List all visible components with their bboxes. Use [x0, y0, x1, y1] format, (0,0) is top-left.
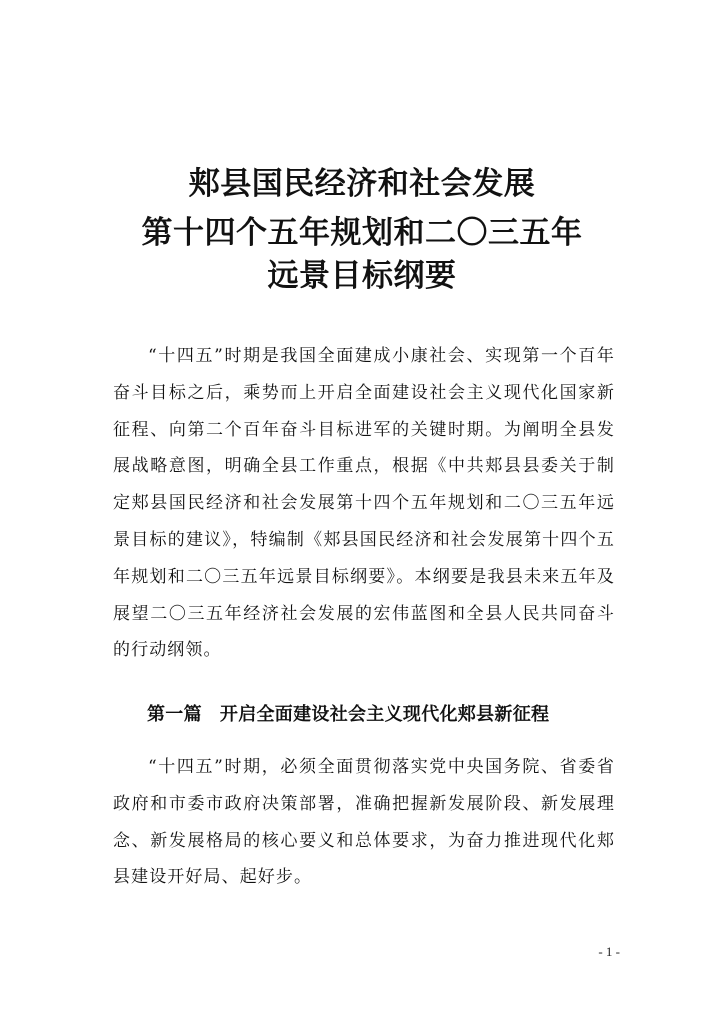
document-title-line-2: 第十四个五年规划和二〇三五年: [141, 215, 583, 251]
page-number: - 1 -: [598, 944, 620, 959]
section-title: 开启全面建设社会主义现代化郏县新征程: [219, 704, 550, 725]
document-title-line-3: 远景目标纲要: [267, 258, 457, 294]
section-paragraph: “十四五”时期，必须全面贯彻落实党中央国务院、省委省政府和市委市政府决策部署，准确把握新发展阶段、新发展理念、新发展格局的核心要义和总体要求，为奋力推进现代化郏县建设开好局、起好步。: [113, 757, 615, 888]
section-heading: [147, 700, 617, 730]
section-label: 第一篇: [147, 704, 202, 725]
intro-paragraph: “十四五”时期是我国全面建成小康社会、实现第一个百年奋斗目标之后，乘势而上开启全面建设社会主义现代化国家新征程、向第二个百年奋斗目标进军的关键时期。为阐明全县发展战略意图，明确全县工作重点，根据《中共郏县县委关于制定郏县国民经济和社会发展第十四个五年规划和二〇三五年远景目标的建议》，特编制《郏县国民经济和社会发展第十四个五年规划和二〇三五年远景目标纲要》。本纲要是我县未来五年及展望二〇三五年经济社会发展的宏伟蓝图和全县人民共同奋斗的行动纲领。: [113, 346, 615, 661]
document-title-line-1: 郏县国民经济和社会发展: [188, 166, 536, 202]
